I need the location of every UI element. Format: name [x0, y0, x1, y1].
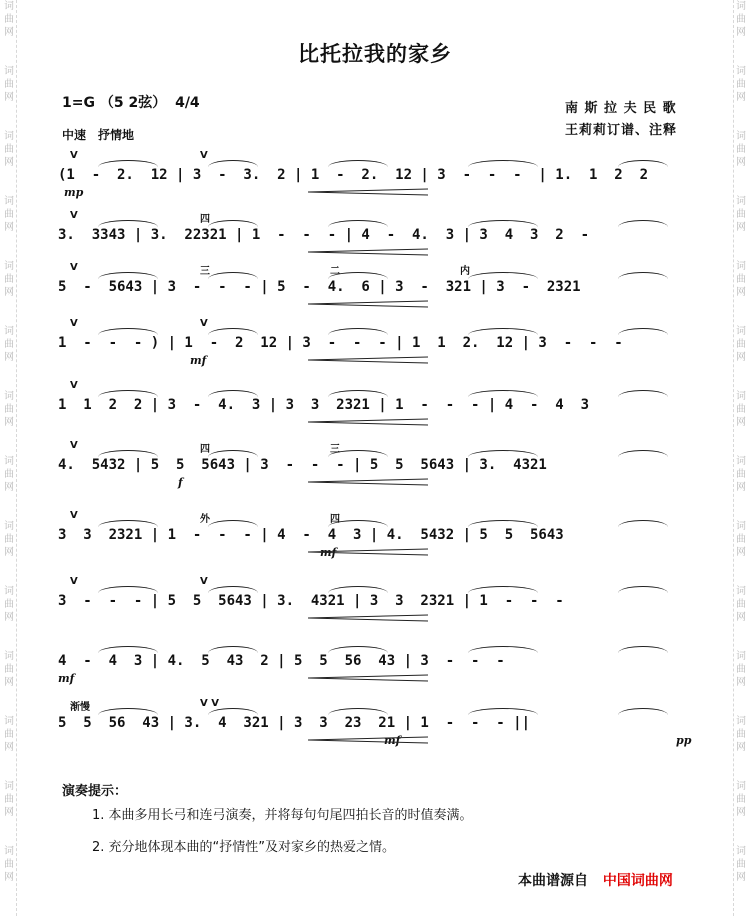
slur: [98, 646, 158, 653]
dynamic-mark: mf: [320, 546, 337, 559]
notes-line: 3. 3343 | 3. 22321 | 1 - - - | 4 - 4. 3 | 3 4 3 2 -: [58, 227, 590, 243]
slur: [468, 328, 538, 335]
watermark-glyph: 词: [736, 1, 746, 12]
watermark-glyph: 曲: [736, 144, 746, 155]
score-row: [58, 576, 698, 618]
bowing-mark: V: [200, 576, 208, 587]
slur: [618, 586, 668, 593]
bowing-mark: V: [70, 210, 78, 221]
brand-link[interactable]: 中国词曲网: [602, 873, 673, 889]
watermark-glyph: 网: [4, 417, 14, 428]
slur: [468, 646, 538, 653]
watermark-glyph: 词: [4, 651, 14, 662]
watermark-gap: [2, 234, 16, 260]
slur: [468, 390, 538, 397]
watermark-glyph: 曲: [736, 534, 746, 545]
page-title: 比托拉我的家乡: [298, 42, 452, 66]
hairpin: [308, 736, 428, 742]
slur: [328, 586, 388, 593]
footer: [518, 870, 673, 890]
watermark-gap: [734, 884, 748, 910]
watermark-gap: [2, 754, 16, 780]
watermark-glyph: 词: [4, 196, 14, 207]
slur: [468, 520, 538, 527]
bowing-mark: 内: [460, 266, 470, 277]
hairpin: [308, 674, 428, 680]
watermark-gap: [2, 364, 16, 390]
slur: [208, 272, 258, 279]
watermark-glyph: 网: [736, 222, 746, 233]
bowing-mark: 三: [330, 444, 340, 455]
watermark-glyph: 曲: [4, 404, 14, 415]
key-signature: [62, 92, 200, 112]
slur: [468, 272, 538, 279]
watermark-glyph: 曲: [4, 469, 14, 480]
slur: [328, 328, 388, 335]
slur: [328, 390, 388, 397]
watermark-glyph: 词: [736, 196, 746, 207]
bowing-mark: 四: [200, 444, 210, 455]
watermark-glyph: 词: [736, 261, 746, 272]
watermark-glyph: 曲: [4, 534, 14, 545]
bowing-mark: 四: [200, 214, 210, 225]
watermark-left: [2, 0, 17, 916]
watermark-glyph: 曲: [4, 859, 14, 870]
time-signature: 4/4: [175, 95, 200, 111]
watermark-glyph: 曲: [736, 794, 746, 805]
watermark-gap: [734, 819, 748, 845]
bowing-mark: V: [200, 318, 208, 329]
bowing-mark: 外: [200, 514, 210, 525]
watermark-glyph: 网: [736, 287, 746, 298]
watermark-glyph: 词: [736, 456, 746, 467]
watermark-glyph: 网: [736, 352, 746, 363]
watermark-glyph: 词: [736, 651, 746, 662]
watermark-glyph: 曲: [736, 729, 746, 740]
slur: [468, 220, 538, 227]
watermark-glyph: 网: [736, 872, 746, 883]
watermark-glyph: 网: [4, 547, 14, 558]
watermark-glyph: 网: [4, 157, 14, 168]
watermark-glyph: 曲: [736, 79, 746, 90]
watermark-glyph: 曲: [736, 469, 746, 480]
watermark-glyph: 网: [736, 27, 746, 38]
slur: [98, 328, 158, 335]
bowing-mark: 四: [330, 514, 340, 525]
notes-line: 1 1 2 2 | 3 - 4. 3 | 3 3 2321 | 1 - - - | 4 - 4 3: [58, 397, 590, 413]
watermark-glyph: 网: [736, 612, 746, 623]
watermark-gap: [2, 299, 16, 325]
slur: [328, 220, 388, 227]
watermark-glyph: 曲: [736, 14, 746, 25]
watermark-gap: [734, 494, 748, 520]
slur: [468, 450, 538, 457]
watermark-gap: [2, 169, 16, 195]
slur: [468, 160, 538, 167]
slur: [328, 646, 388, 653]
slur: [98, 586, 158, 593]
watermark-glyph: 网: [4, 287, 14, 298]
slur: [618, 160, 668, 167]
score-row: [58, 380, 698, 422]
watermark-glyph: 词: [4, 131, 14, 142]
slur: [208, 390, 258, 397]
watermark-glyph: 曲: [4, 664, 14, 675]
notes-line: 4. 5432 | 5 5 5643 | 3 - - - | 5 5 5643 | 3. 4321: [58, 457, 547, 473]
watermark-glyph: 曲: [4, 794, 14, 805]
watermark-glyph: 曲: [736, 404, 746, 415]
watermark-gap: [734, 689, 748, 715]
watermark-glyph: 网: [736, 807, 746, 818]
score-row: [58, 652, 698, 685]
watermark-glyph: 网: [736, 547, 746, 558]
watermark-glyph: 网: [736, 677, 746, 688]
slur: [618, 450, 668, 457]
bowing-mark: 渐慢: [70, 702, 90, 713]
watermark-gap: [2, 624, 16, 650]
watermark-gap: [2, 494, 16, 520]
hairpin: [308, 548, 428, 554]
slur: [618, 390, 668, 397]
watermark-glyph: 曲: [736, 599, 746, 610]
slur: [208, 646, 258, 653]
slur: [328, 160, 388, 167]
watermark-glyph: 网: [4, 807, 14, 818]
hint-item: 2. 充分地体现本曲的“抒情性”及对家乡的热爱之情。: [92, 840, 396, 855]
score-row: [58, 510, 698, 559]
slur: [98, 708, 158, 715]
watermark-right: [733, 0, 748, 916]
watermark-gap: [734, 624, 748, 650]
watermark-glyph: 曲: [736, 274, 746, 285]
score-row: [58, 262, 698, 304]
score-row: [58, 150, 698, 199]
slur: [208, 450, 258, 457]
watermark-glyph: 网: [4, 482, 14, 493]
watermark-glyph: 词: [4, 391, 14, 402]
notes-line: 1 - - - ) | 1 - 2 12 | 3 - - - | 1 1 2. 12 | 3 - - -: [58, 335, 623, 351]
watermark-gap: [734, 169, 748, 195]
dynamic-mark: mf: [58, 672, 75, 685]
watermark-glyph: 词: [736, 521, 746, 532]
bowing-mark: V: [200, 150, 208, 161]
watermark-glyph: 曲: [736, 859, 746, 870]
watermark-glyph: 词: [4, 586, 14, 597]
score-row: [58, 210, 698, 252]
hairpin: [308, 418, 428, 424]
dynamic-mark: mp: [64, 186, 84, 199]
dynamic-mark: f: [178, 476, 183, 489]
dynamic-mark: mf: [384, 734, 401, 747]
watermark-glyph: 曲: [4, 599, 14, 610]
watermark-glyph: 词: [4, 846, 14, 857]
watermark-glyph: 词: [4, 261, 14, 272]
watermark-glyph: 曲: [736, 209, 746, 220]
score-row: [58, 318, 698, 367]
watermark-glyph: 网: [4, 872, 14, 883]
slur: [618, 328, 668, 335]
tempo-marking: 中速 抒情地: [62, 128, 135, 142]
watermark-glyph: 词: [4, 326, 14, 337]
watermark-gap: [2, 819, 16, 845]
hairpin: [308, 188, 428, 194]
watermark-gap: [734, 429, 748, 455]
watermark-gap: [2, 689, 16, 715]
slur: [618, 220, 668, 227]
slur: [208, 160, 258, 167]
watermark-gap: [734, 104, 748, 130]
watermark-gap: [734, 364, 748, 390]
watermark-glyph: 曲: [4, 14, 14, 25]
hairpin: [308, 478, 428, 484]
score-row: [58, 440, 698, 489]
slur: [468, 708, 538, 715]
watermark-glyph: 曲: [736, 664, 746, 675]
watermark-glyph: 词: [4, 781, 14, 792]
slur: [98, 450, 158, 457]
watermark-glyph: 网: [4, 677, 14, 688]
slur: [208, 328, 258, 335]
bowing-mark: V: [70, 440, 78, 451]
bowing-mark: V: [70, 262, 78, 273]
notes-line: 5 - 5643 | 3 - - - | 5 - 4. 6 | 3 - 321 | 3 - 2321: [58, 279, 581, 295]
slur: [328, 708, 388, 715]
slur: [468, 586, 538, 593]
dynamic-mark-end: pp: [676, 734, 692, 747]
hairpin: [308, 248, 428, 254]
watermark-glyph: 网: [4, 27, 14, 38]
slur: [618, 708, 668, 715]
watermark-gap: [2, 559, 16, 585]
watermark-glyph: 曲: [4, 274, 14, 285]
score-row: [58, 698, 698, 747]
notes-line: 4 - 4 3 | 4. 5 43 2 | 5 5 56 43 | 3 - - -: [58, 653, 505, 669]
watermark-gap: [734, 559, 748, 585]
watermark-glyph: 网: [736, 417, 746, 428]
watermark-glyph: 词: [736, 586, 746, 597]
hairpin: [308, 300, 428, 306]
watermark-glyph: 网: [4, 352, 14, 363]
slur: [208, 520, 258, 527]
watermark-glyph: 网: [4, 222, 14, 233]
watermark-gap: [734, 299, 748, 325]
slur: [98, 220, 158, 227]
watermark-glyph: 词: [736, 391, 746, 402]
slur: [208, 586, 258, 593]
watermark-glyph: 网: [736, 742, 746, 753]
watermark-glyph: 网: [736, 482, 746, 493]
slur: [618, 646, 668, 653]
slur: [98, 160, 158, 167]
bowing-mark: V: [70, 380, 78, 391]
watermark-glyph: 网: [736, 92, 746, 103]
slur: [618, 272, 668, 279]
slur: [208, 220, 258, 227]
watermark-gap: [734, 754, 748, 780]
watermark-glyph: 词: [736, 781, 746, 792]
bowing-mark: V: [70, 150, 78, 161]
notes-line: 3 3 2321 | 1 - - - | 4 - 4 3 | 4. 5432 | 5 5 5643: [58, 527, 564, 543]
bowing-mark: V: [70, 510, 78, 521]
watermark-glyph: 网: [736, 157, 746, 168]
watermark-glyph: 曲: [4, 729, 14, 740]
hint-item: 1. 本曲多用长弓和连弓演奏，并将每句句尾四拍长音的时值奏满。: [92, 808, 473, 823]
origin-label: 南 斯 拉 夫 民 歌: [565, 101, 677, 116]
watermark-gap: [2, 884, 16, 910]
slur: [208, 708, 258, 715]
hairpin: [308, 356, 428, 362]
watermark-glyph: 网: [4, 742, 14, 753]
watermark-glyph: 词: [4, 521, 14, 532]
watermark-glyph: 曲: [4, 144, 14, 155]
watermark-gap: [2, 104, 16, 130]
watermark-glyph: 曲: [4, 79, 14, 90]
watermark-glyph: 词: [4, 716, 14, 727]
arranger-label: 王莉莉订谱、注释: [565, 123, 678, 138]
watermark-glyph: 网: [4, 92, 14, 103]
hairpin: [308, 614, 428, 620]
watermark-glyph: 曲: [736, 339, 746, 350]
watermark-glyph: 词: [736, 131, 746, 142]
bowing-mark: 三: [200, 266, 210, 277]
watermark-glyph: 词: [4, 1, 14, 12]
watermark-gap: [734, 234, 748, 260]
watermark-glyph: 曲: [4, 209, 14, 220]
bowing-mark: 二: [330, 266, 340, 277]
notes-line: 5 5 56 43 | 3. 4 321 | 3 3 23 21 | 1 - - - ||: [58, 715, 531, 731]
watermark-glyph: 网: [4, 612, 14, 623]
bowing-mark: V: [70, 576, 78, 587]
bowing-mark: V: [70, 318, 78, 329]
notes-line: 3 - - - | 5 5 5643 | 3. 4321 | 3 3 2321 | 1 - - -: [58, 593, 564, 609]
dynamic-mark: mf: [190, 354, 207, 367]
watermark-glyph: 词: [4, 66, 14, 77]
slur: [98, 390, 158, 397]
watermark-glyph: 词: [736, 326, 746, 337]
watermark-glyph: 词: [736, 66, 746, 77]
watermark-glyph: 词: [736, 716, 746, 727]
key-text: 1=G （5 2弦）: [62, 95, 167, 111]
slur: [98, 272, 158, 279]
slur: [618, 520, 668, 527]
watermark-glyph: 曲: [4, 339, 14, 350]
hints-title: 演奏提示：: [62, 784, 128, 799]
watermark-glyph: 词: [736, 846, 746, 857]
notes-line: (1 - 2. 12 | 3 - 3. 2 | 1 - 2. 12 | 3 - - - | 1. 1 2 2: [58, 167, 649, 183]
source-label: 本曲谱源自: [518, 873, 588, 889]
slur: [98, 520, 158, 527]
bowing-mark: V V: [200, 698, 219, 709]
watermark-gap: [2, 429, 16, 455]
watermark-glyph: 词: [4, 456, 14, 467]
